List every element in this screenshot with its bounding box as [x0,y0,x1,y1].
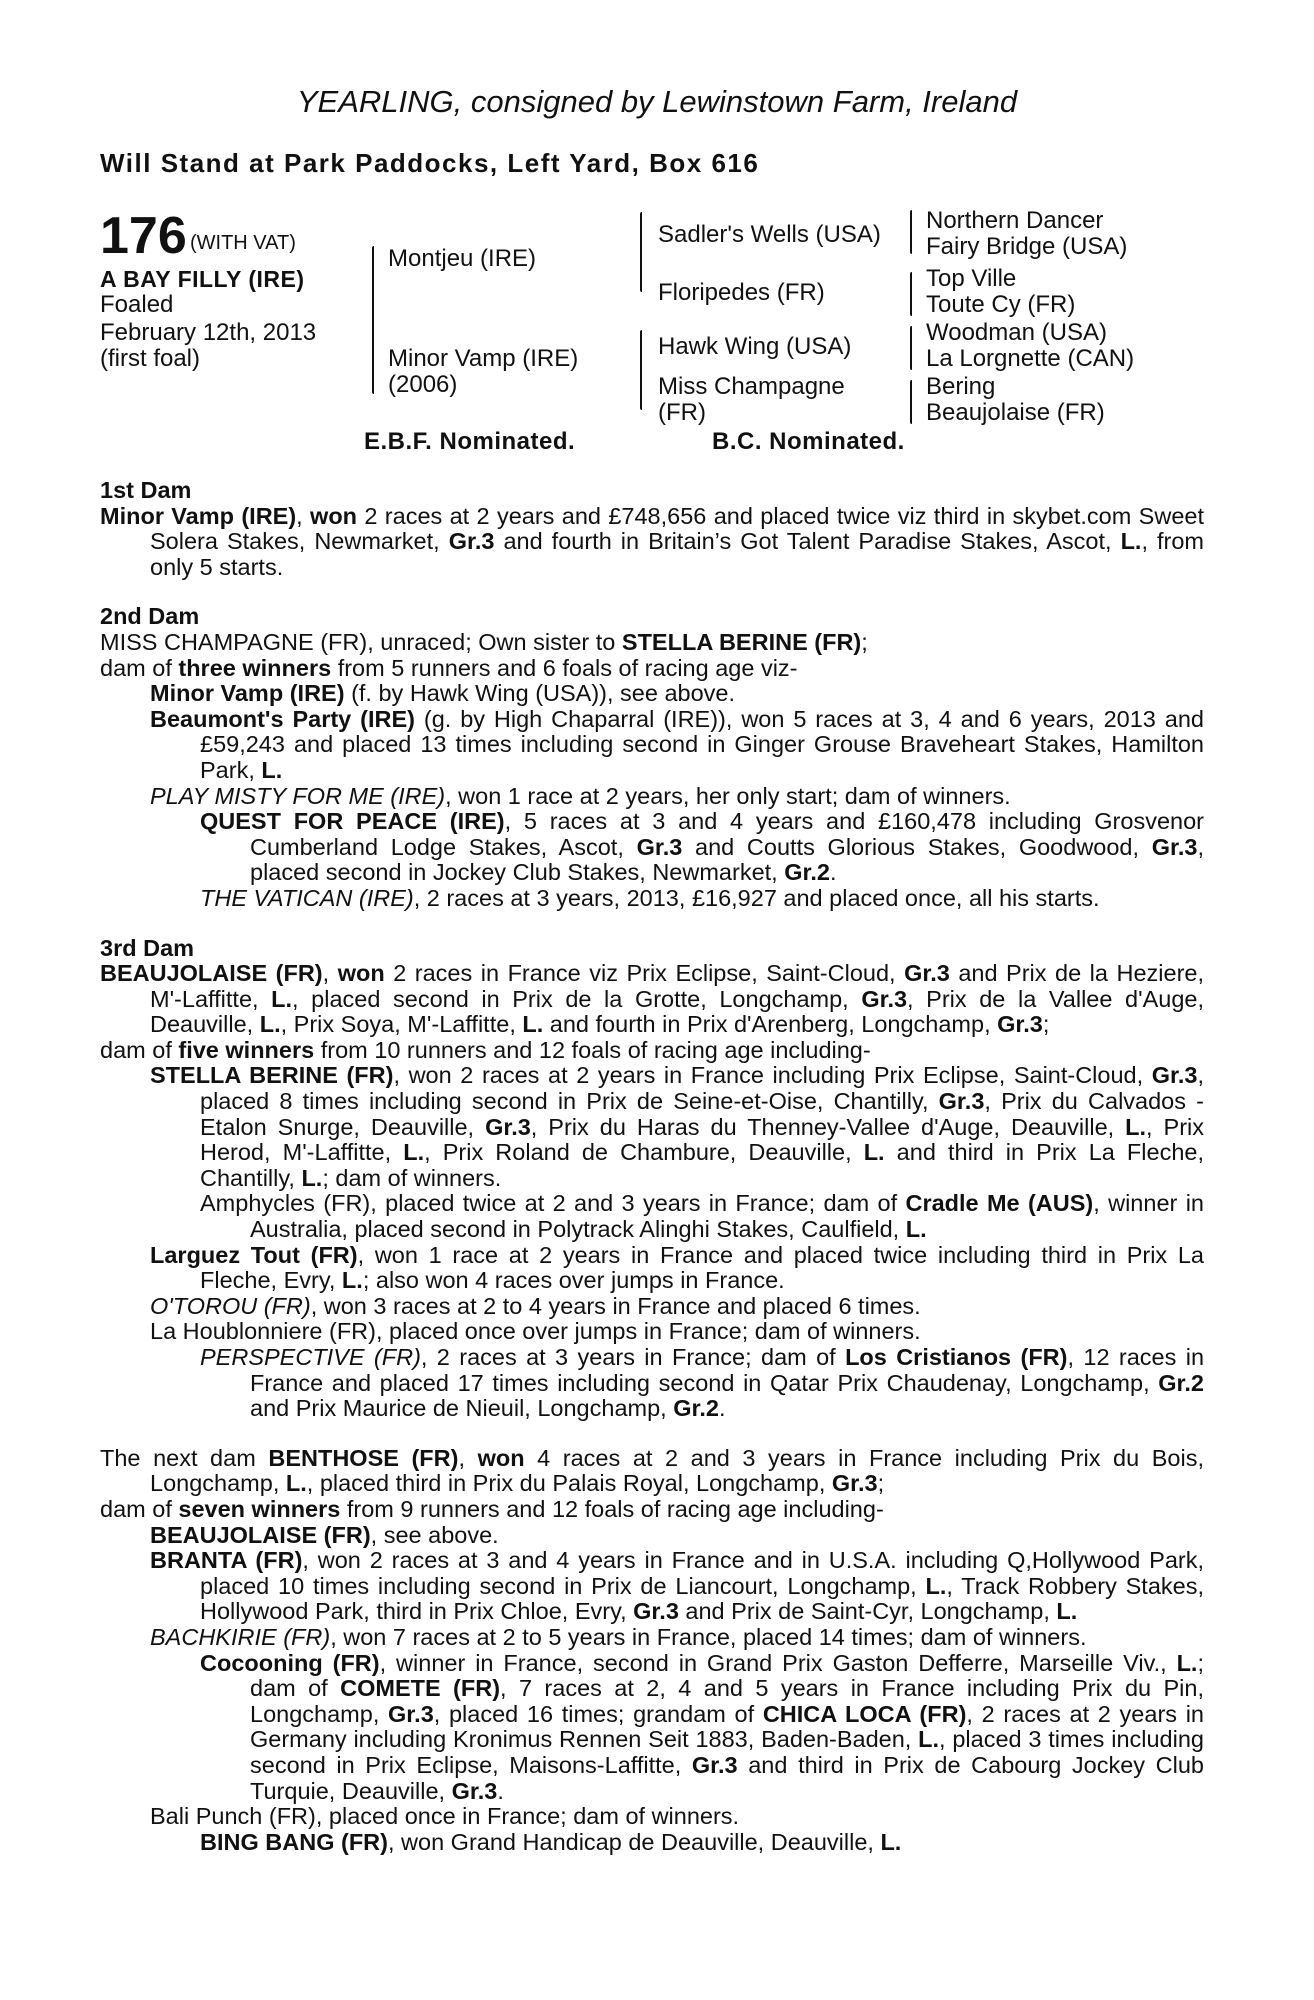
ancestor-6: La Lorgnette (CAN) [926,345,1135,372]
sire-dam: Floripedes (FR) [658,279,825,306]
produce-entry: O'TOROU (FR), won 3 races at 2 to 4 years in France and placed 6 times. [150,1292,921,1319]
ancestor-3: Top Ville [926,265,1017,292]
produce-entry: THE VATICAN (IRE), 2 races at 3 years, 2013, £16,927 and placed once, all his starts. [200,884,1100,911]
lot-description: A BAY FILLY (IRE) [100,266,305,292]
pedigree-brace-5 [910,272,912,316]
first-dam-entry: Minor Vamp (IRE), won 2 races at 2 years and £748,656 and placed twice viz third in skybet.com Sweet Solera Stakes, Newmarket, Gr.3 and fourth in Britain’s Got Talent Paradise Stakes, Ascot, L., from only 5 starts. [100,502,1205,580]
produce-entry: BING BANG (FR), won Grand Handicap de Deauville, Deauville, L. [200,1828,902,1855]
sire-sire: Sadler's Wells (USA) [658,221,881,248]
catalogue-body [100,478,1204,1855]
produce-entry: BACHKIRIE (FR), won 7 races at 2 to 5 years in France, placed 14 times; dam of winners. [150,1623,1087,1650]
third-dam-produce-summary: dam of five winners from 10 runners and 12 foals of racing age including- [100,1036,871,1063]
dam-sire: Hawk Wing (USA) [658,333,852,360]
bc-nominated: B.C. Nominated. [712,428,905,455]
produce-entry: PERSPECTIVE (FR), 2 races at 3 years in France; dam of Los Cristianos (FR), 12 races in France and placed 17 times including second in Qatar Prix Chaudenay, Longchamp, Gr.2 and Prix Maurice de Nieuil, Longchamp, Gr.2. [200,1344,1205,1422]
ancestor-8: Beaujolaise (FR) [926,399,1105,426]
vat-note: (WITH VAT) [190,232,296,254]
first-dam-heading: 1st Dam [100,477,192,503]
ancestor-1: Northern Dancer [926,207,1104,234]
ebf-nominated: E.B.F. Nominated. [364,428,576,455]
dam-year: (2006) [388,371,458,398]
produce-entry: Minor Vamp (IRE) (f. by Hawk Wing (USA)), see above. [150,680,736,707]
pedigree-brace-1 [372,246,374,394]
dam: Minor Vamp (IRE) [388,345,579,372]
dam-dam-origin: (FR) [658,399,706,426]
produce-entry: STELLA BERINE (FR), won 2 races at 2 years in France including Prix Eclipse, Saint-Cloud, Gr.3, placed 8 times including second in Prix de Seine-et-Oise, Chantilly, Gr.3, Prix du Calvados - Etalon Snurge, Deauville, Gr.3, Prix du Haras du Thenney-Vallee d'Auge, Deauville, L., Prix Herod, M'-Laffitte, L., Prix Roland de Chambure, Deauville, L. and third in Prix La Fleche, Chantilly, L.; dam of winners. [150,1062,1205,1191]
pedigree-brace-2 [640,212,642,292]
second-dam-entry: MISS CHAMPAGNE (FR), unraced; Own sister to STELLA BERINE (FR); [100,628,868,655]
produce-entry: La Houblonniere (FR), placed once over jumps in France; dam of winners. [150,1318,921,1345]
consignment-header: YEARLING, consigned by Lewinstown Farm, Ireland [296,84,1018,119]
foal-note: (first foal) [100,345,201,372]
lot-number: 176 [100,207,187,265]
foaled-label: Foaled [100,291,174,318]
second-dam-produce-summary: dam of three winners from 5 runners and 6 foals of racing age viz- [100,654,798,681]
produce-entry: Cocooning (FR), winner in France, second in Grand Prix Gaston Defferre, Marseille Viv., L.; dam of COMETE (FR), 7 races at 2, 4 and 5 years in France including Prix du Pin, Longchamp, Gr.3, placed 16 times; grandam of CHICA LOCA (FR), 2 races at 2 years in Germany including Kronimus Rennen Seit 1883, Baden-Baden, L., placed 3 times including second in Prix Eclipse, Maisons-Laffitte, Gr.3 and third in Prix de Cabourg Jockey Club Turquie, Deauville, Gr.3. [200,1649,1204,1804]
ancestor-5: Woodman (USA) [926,319,1107,346]
second-dam-heading: 2nd Dam [100,603,200,630]
stand-location: Will Stand at Park Paddocks, Left Yard, Box 616 [100,148,760,178]
produce-entry: BEAUJOLAISE (FR), see above. [150,1521,499,1548]
produce-entry: BRANTA (FR), won 2 races at 3 and 4 years in France and in U.S.A. including Q,Hollywood Park, placed 10 times including second in Prix de Liancourt, Longchamp, L., Track Robbery Stakes, Hollywood Park, third in Prix Chloe, Evry, Gr.3 and Prix de Saint-Cyr, Longchamp, L. [150,1547,1204,1625]
pedigree-brace-4 [910,210,912,254]
ancestor-2: Fairy Bridge (USA) [926,233,1128,260]
next-dam-entry: The next dam BENTHOSE (FR), won 4 races at 2 and 3 years in France including Prix du Bois, Longchamp, L., placed third in Prix du Palais Royal, Longchamp, Gr.3; [100,1444,1204,1497]
produce-entry: QUEST FOR PEACE (IRE), 5 races at 3 and 4 years and £160,478 including Grosvenor Cumberland Lodge Stakes, Ascot, Gr.3 and Coutts Glorious Stakes, Goodwood, Gr.3, placed second in Jockey Club Stakes, Newmarket, Gr.2. [200,808,1204,886]
dam-dam: Miss Champagne [658,373,845,400]
third-dam-heading: 3rd Dam [100,934,195,961]
produce-entry: PLAY MISTY FOR ME (IRE), won 1 race at 2 years, her only start; dam of winners. [150,782,1011,809]
sire: Montjeu (IRE) [388,245,537,272]
foaled-date: February 12th, 2013 [100,319,317,346]
pedigree-brace-7 [910,380,912,424]
third-dam-entry: BEAUJOLAISE (FR), won 2 races in France viz Prix Eclipse, Saint-Cloud, Gr.3 and Prix de la Heziere, M'-Laffitte, L., placed second in Prix de la Grotte, Longchamp, Gr.3, Prix de la Vallee d'Auge, Deauville, L., Prix Soya, M'-Laffitte, L. and fourth in Prix d'Arenberg, Longchamp, Gr.3; [100,960,1204,1038]
ancestor-4: Toute Cy (FR) [926,291,1076,318]
pedigree-brace-6 [910,326,912,370]
next-dam-produce-summary: dam of seven winners from 9 runners and 12 foals of racing age including- [100,1495,884,1522]
produce-entry: Larguez Tout (FR), won 1 race at 2 years in France and placed twice including third in Prix La Fleche, Evry, L.; also won 4 races over jumps in France. [150,1241,1205,1294]
produce-entry: Bali Punch (FR), placed once in France; dam of winners. [150,1803,740,1830]
produce-entry: Amphycles (FR), placed twice at 2 and 3 years in France; dam of Cradle Me (AUS), winner in Australia, placed second in Polytrack Alinghi Stakes, Caulfield, L. [200,1190,1204,1243]
pedigree-brace-3 [640,330,642,410]
ancestor-7: Bering [926,373,996,400]
produce-entry: Beaumont's Party (IRE) (g. by High Chaparral (IRE)), won 5 races at 3, 4 and 6 years, 2013 and £59,243 and placed 13 times including second in Ginger Grouse Braveheart Stakes, Hamilton Park, L. [150,705,1204,783]
